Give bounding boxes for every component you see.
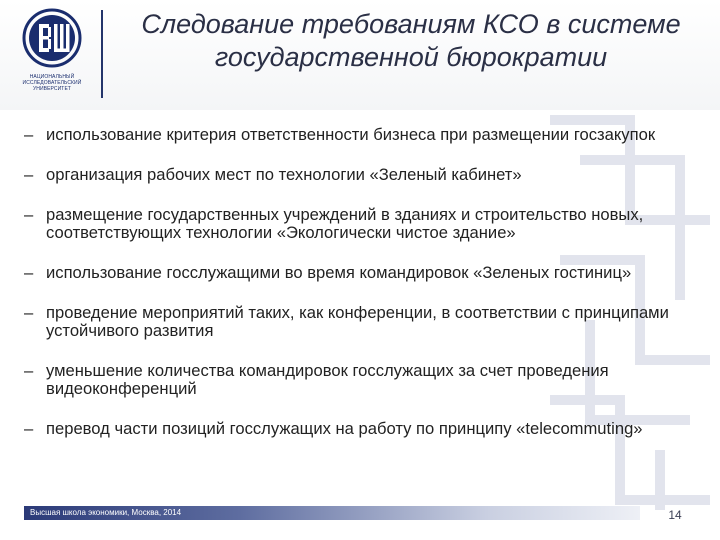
- page-number: 14: [668, 508, 682, 522]
- bullet-marker: –: [24, 125, 34, 144]
- footer-text: Высшая школа экономики, Москва, 2014: [30, 508, 182, 517]
- slide-header: [0, 0, 720, 110]
- bullet-text: организация рабочих мест по технологии «Зеленый кабинет»: [46, 165, 522, 184]
- university-emblem-icon: [22, 8, 82, 68]
- bullet-marker: –: [24, 165, 34, 184]
- bullet-item: [24, 264, 696, 282]
- bullet-item: [24, 362, 696, 398]
- bullet-list: [24, 126, 696, 438]
- bullet-marker: –: [24, 419, 34, 438]
- bullet-text: размещение государственных учреждений в зданиях и строительство новых, соответствующих технологии «Экологически чистое здание»: [46, 205, 644, 242]
- logo-caption: НАЦИОНАЛЬНЫЙ ИССЛЕДОВАТЕЛЬСКИЙ УНИВЕРСИТЕТ: [22, 74, 82, 92]
- bullet-text: использование критерия ответственности бизнеса при размещении госзакупок: [46, 125, 656, 144]
- header-divider: [101, 10, 103, 98]
- bullet-marker: –: [24, 205, 34, 224]
- slide-title-line-2: государственной бюрократии: [214, 42, 608, 72]
- bullet-marker: –: [24, 361, 34, 380]
- bullet-marker: –: [24, 263, 34, 282]
- bullet-text: использование госслужащими во время командировок «Зеленых гостиниц»: [46, 263, 632, 282]
- slide-title: [108, 8, 714, 74]
- bullet-marker: –: [24, 303, 34, 322]
- bullet-text: уменьшение количества командировок госслужащих за счет проведения видеоконференций: [46, 361, 609, 398]
- footer-bar: [24, 506, 640, 520]
- bullet-text: перевод части позиций госслужащих на работу по принципу «telecommuting»: [46, 419, 643, 438]
- logo: [6, 8, 98, 98]
- bullet-item: [24, 166, 696, 184]
- bullet-item: [24, 126, 696, 144]
- bullet-item: [24, 206, 696, 242]
- slide-title-line-1: Следование требованиям КСО в системе: [141, 9, 681, 39]
- bullet-text: проведение мероприятий таких, как конференции, в соответствии с принципами устойчивого развития: [46, 303, 669, 340]
- bullet-item: [24, 304, 696, 340]
- bullet-item: [24, 420, 696, 438]
